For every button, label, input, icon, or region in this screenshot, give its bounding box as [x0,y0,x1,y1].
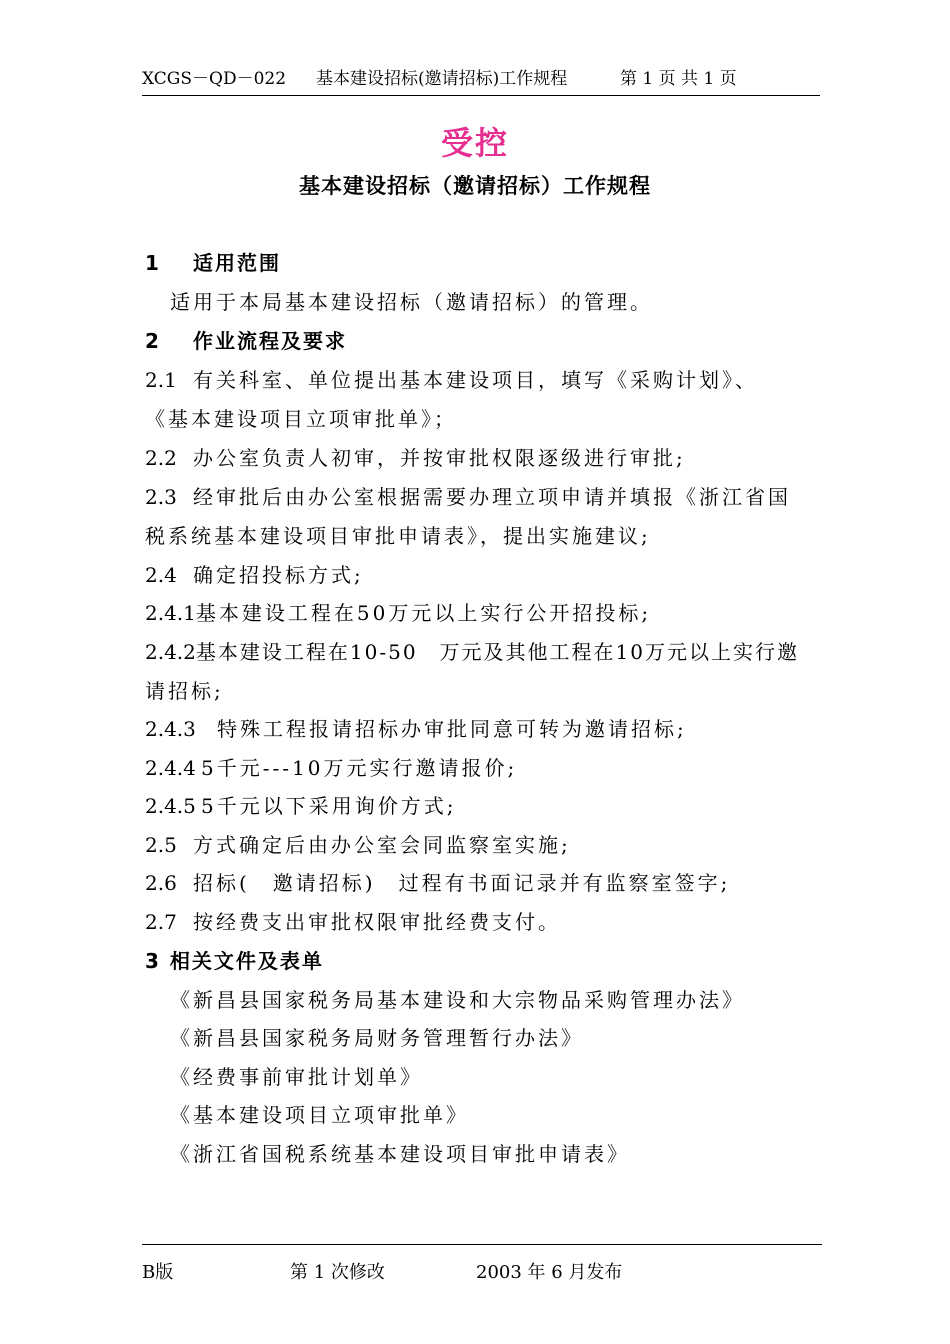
related-document: 《新昌县国家税务局基本建设和大宗物品采购管理办法》 [170,988,745,1012]
list-item [145,832,571,858]
item-text: 招标( 邀请招标) 过程有书面记录并有监察室签字; [193,871,731,895]
item-number: 2.4.4 [145,756,196,780]
item-number: 2.4.5 [145,794,196,818]
list-item [145,484,791,510]
section-3-heading [145,948,324,974]
list-item [145,562,364,588]
header-divider [142,95,820,96]
list-item [145,600,651,626]
item-text: 基本建设工程在50万元以上实行公开招投标; [195,601,652,625]
related-document: 《浙江省国税系统基本建设项目审批申请表》 [170,1142,630,1166]
item-text: 税系统基本建设项目审批申请表》，提出实施建议; [145,524,651,548]
item-text: 按经费支出审批权限审批经费支付。 [193,910,561,934]
controlled-stamp: 受控 [440,124,509,162]
item-text: 方式确定后由办公室会同监察室实施; [193,833,571,857]
item-number: 2.4.3 [145,717,196,741]
list-item [145,639,799,665]
item-number: 2.3 [145,485,177,509]
section-title: 适用范围 [193,251,281,275]
list-item [145,678,224,704]
related-document: 《经费事前审批计划单》 [170,1065,423,1089]
item-number: 2.4.1 [145,601,196,625]
list-item [145,870,730,896]
item-number: 2.5 [145,833,177,857]
section-title: 作业流程及要求 [193,329,347,353]
item-number: 2.4 [145,563,177,587]
item-number: 2.2 [145,446,177,470]
list-item [145,716,687,742]
list-item [145,793,456,819]
document-code: XCGS－QD－022 [142,69,287,89]
item-text: 经审批后由办公室根据需要办理立项申请并填报《浙江省国 [193,485,791,509]
item-text: 5千元以下采用询价方式; [201,794,457,818]
item-number: 2.4.2 [145,640,196,664]
section-1-heading [145,250,281,276]
item-text: 《基本建设项目立项审批单》； [145,407,457,431]
item-text: 有关科室、单位提出基本建设项目，填写《采购计划》、 [193,368,758,392]
list-item [145,406,457,432]
related-document: 《新昌县国家税务局财务管理暂行办法》 [170,1026,584,1050]
item-text: 基本建设工程在10-50 万元及其他工程在10万元以上实行邀 [195,640,799,664]
footer-version: B版 [142,1262,174,1283]
item-number: 2.6 [145,871,177,895]
section-number: 1 [145,251,159,275]
footer-date: 2003 年 6 月发布 [476,1262,623,1283]
header-title: 基本建设招标(邀请招标)工作规程 [316,69,568,89]
list-item [145,755,517,781]
footer-divider [142,1244,822,1245]
item-text: 确定招投标方式; [193,563,364,587]
item-text: 请招标; [145,679,224,703]
document-title: 基本建设招标（邀请招标）工作规程 [299,174,651,198]
section-title: 相关文件及表单 [169,949,324,973]
section-1-text: 适用于本局基本建设招标（邀请招标）的管理。 [170,290,653,314]
item-number: 2.7 [145,910,177,934]
section-number: 3 [145,949,161,973]
list-item [145,367,758,393]
item-text: 5千元---10万元实行邀请报价; [201,756,518,780]
page-indicator: 第 1 页 共 1 页 [620,69,737,89]
related-document: 《基本建设项目立项审批单》 [170,1103,469,1127]
item-text: 办公室负责人初审，并按审批权限逐级进行审批; [193,446,686,470]
list-item [145,445,686,471]
section-2-heading [145,328,347,354]
list-item [145,523,651,549]
item-text: 特殊工程报请招标办审批同意可转为邀请招标; [217,717,687,741]
item-number: 2.1 [145,368,177,392]
list-item [145,909,561,935]
footer-revision: 第 1 次修改 [290,1262,385,1283]
section-number: 2 [145,329,159,353]
